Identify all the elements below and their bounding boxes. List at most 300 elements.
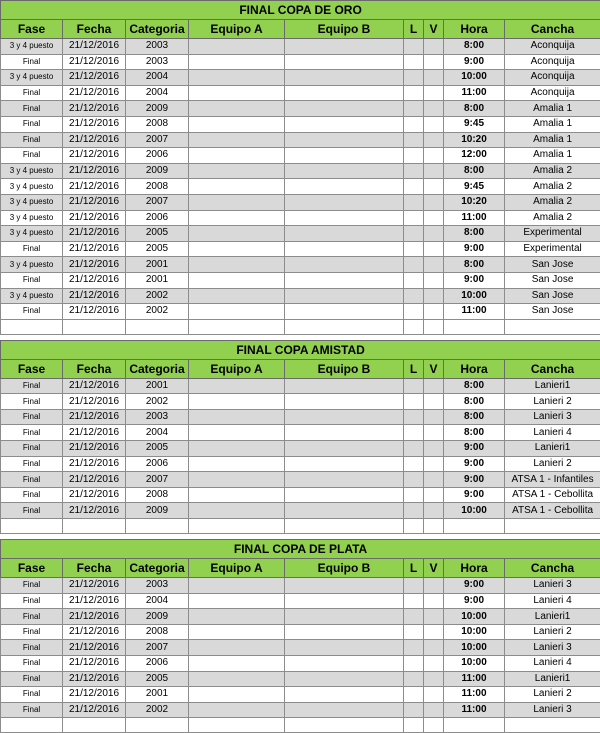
empty-cell[interactable] bbox=[1, 718, 63, 733]
fecha-cell[interactable]: 21/12/2016 bbox=[63, 85, 126, 101]
equipo-b-cell[interactable] bbox=[285, 226, 404, 242]
equipo-a-cell[interactable] bbox=[189, 132, 285, 148]
local-score-cell[interactable] bbox=[404, 194, 424, 210]
empty-cell[interactable] bbox=[505, 519, 600, 534]
hora-cell[interactable]: 9:00 bbox=[444, 272, 505, 288]
equipo-b-cell[interactable] bbox=[285, 101, 404, 117]
fase-cell[interactable]: Final bbox=[1, 54, 63, 70]
fecha-cell[interactable]: 21/12/2016 bbox=[63, 671, 126, 687]
categoria-cell[interactable]: 2006 bbox=[126, 456, 189, 472]
local-score-cell[interactable] bbox=[404, 456, 424, 472]
fase-cell[interactable]: 3 y 4 puesto bbox=[1, 288, 63, 304]
equipo-a-cell[interactable] bbox=[189, 163, 285, 179]
cancha-cell[interactable]: Aconquija bbox=[505, 85, 600, 101]
cancha-cell[interactable]: Lanieri1 bbox=[505, 609, 600, 625]
cancha-cell[interactable]: Lanieri 2 bbox=[505, 456, 600, 472]
local-score-cell[interactable] bbox=[404, 656, 424, 672]
equipo-b-cell[interactable] bbox=[285, 472, 404, 488]
local-score-cell[interactable] bbox=[404, 54, 424, 70]
equipo-a-cell[interactable] bbox=[189, 487, 285, 503]
local-score-cell[interactable] bbox=[404, 163, 424, 179]
categoria-cell[interactable]: 2003 bbox=[126, 54, 189, 70]
column-header[interactable]: Categoria bbox=[126, 559, 189, 578]
cancha-cell[interactable]: Lanieri 2 bbox=[505, 624, 600, 640]
categoria-cell[interactable]: 2002 bbox=[126, 702, 189, 718]
categoria-cell[interactable]: 2002 bbox=[126, 288, 189, 304]
hora-cell[interactable]: 10:00 bbox=[444, 656, 505, 672]
equipo-b-cell[interactable] bbox=[285, 609, 404, 625]
column-header[interactable]: V bbox=[424, 20, 444, 39]
visitor-score-cell[interactable] bbox=[424, 85, 444, 101]
fase-cell[interactable]: Final bbox=[1, 640, 63, 656]
cancha-cell[interactable]: Aconquija bbox=[505, 70, 600, 86]
equipo-a-cell[interactable] bbox=[189, 687, 285, 703]
column-header[interactable]: Fecha bbox=[63, 559, 126, 578]
categoria-cell[interactable]: 2005 bbox=[126, 441, 189, 457]
visitor-score-cell[interactable] bbox=[424, 503, 444, 519]
fecha-cell[interactable]: 21/12/2016 bbox=[63, 54, 126, 70]
local-score-cell[interactable] bbox=[404, 687, 424, 703]
equipo-b-cell[interactable] bbox=[285, 288, 404, 304]
fecha-cell[interactable]: 21/12/2016 bbox=[63, 179, 126, 195]
hora-cell[interactable]: 11:00 bbox=[444, 702, 505, 718]
local-score-cell[interactable] bbox=[404, 378, 424, 394]
section-title[interactable]: FINAL COPA AMISTAD bbox=[1, 340, 600, 359]
visitor-score-cell[interactable] bbox=[424, 394, 444, 410]
hora-cell[interactable]: 9:00 bbox=[444, 54, 505, 70]
categoria-cell[interactable]: 2008 bbox=[126, 116, 189, 132]
fase-cell[interactable]: Final bbox=[1, 441, 63, 457]
fase-cell[interactable]: Final bbox=[1, 394, 63, 410]
visitor-score-cell[interactable] bbox=[424, 656, 444, 672]
empty-cell[interactable] bbox=[189, 519, 285, 534]
visitor-score-cell[interactable] bbox=[424, 456, 444, 472]
equipo-a-cell[interactable] bbox=[189, 101, 285, 117]
fase-cell[interactable]: Final bbox=[1, 101, 63, 117]
equipo-b-cell[interactable] bbox=[285, 593, 404, 609]
visitor-score-cell[interactable] bbox=[424, 472, 444, 488]
cancha-cell[interactable]: Lanieri1 bbox=[505, 441, 600, 457]
categoria-cell[interactable]: 2001 bbox=[126, 257, 189, 273]
local-score-cell[interactable] bbox=[404, 578, 424, 594]
fecha-cell[interactable]: 21/12/2016 bbox=[63, 132, 126, 148]
categoria-cell[interactable]: 2005 bbox=[126, 226, 189, 242]
fase-cell[interactable]: 3 y 4 puesto bbox=[1, 163, 63, 179]
fase-cell[interactable]: Final bbox=[1, 487, 63, 503]
cancha-cell[interactable]: Amalia 1 bbox=[505, 101, 600, 117]
local-score-cell[interactable] bbox=[404, 85, 424, 101]
column-header[interactable]: Hora bbox=[444, 20, 505, 39]
local-score-cell[interactable] bbox=[404, 409, 424, 425]
visitor-score-cell[interactable] bbox=[424, 70, 444, 86]
cancha-cell[interactable]: Experimental bbox=[505, 226, 600, 242]
hora-cell[interactable]: 9:00 bbox=[444, 241, 505, 257]
column-header[interactable]: Cancha bbox=[505, 359, 600, 378]
equipo-b-cell[interactable] bbox=[285, 179, 404, 195]
fase-cell[interactable]: Final bbox=[1, 702, 63, 718]
hora-cell[interactable]: 8:00 bbox=[444, 409, 505, 425]
fase-cell[interactable]: 3 y 4 puesto bbox=[1, 194, 63, 210]
local-score-cell[interactable] bbox=[404, 132, 424, 148]
equipo-b-cell[interactable] bbox=[285, 687, 404, 703]
local-score-cell[interactable] bbox=[404, 441, 424, 457]
equipo-a-cell[interactable] bbox=[189, 656, 285, 672]
hora-cell[interactable]: 8:00 bbox=[444, 394, 505, 410]
categoria-cell[interactable]: 2003 bbox=[126, 39, 189, 55]
equipo-a-cell[interactable] bbox=[189, 378, 285, 394]
categoria-cell[interactable]: 2006 bbox=[126, 210, 189, 226]
local-score-cell[interactable] bbox=[404, 702, 424, 718]
visitor-score-cell[interactable] bbox=[424, 487, 444, 503]
hora-cell[interactable]: 11:00 bbox=[444, 304, 505, 320]
empty-cell[interactable] bbox=[444, 519, 505, 534]
cancha-cell[interactable]: Lanieri 4 bbox=[505, 425, 600, 441]
equipo-a-cell[interactable] bbox=[189, 179, 285, 195]
column-header[interactable]: Fecha bbox=[63, 20, 126, 39]
fecha-cell[interactable]: 21/12/2016 bbox=[63, 687, 126, 703]
column-header[interactable]: Categoria bbox=[126, 359, 189, 378]
cancha-cell[interactable]: Amalia 2 bbox=[505, 179, 600, 195]
hora-cell[interactable]: 8:00 bbox=[444, 101, 505, 117]
hora-cell[interactable]: 9:45 bbox=[444, 116, 505, 132]
column-header[interactable]: L bbox=[404, 20, 424, 39]
visitor-score-cell[interactable] bbox=[424, 624, 444, 640]
local-score-cell[interactable] bbox=[404, 624, 424, 640]
column-header[interactable]: V bbox=[424, 559, 444, 578]
cancha-cell[interactable]: Amalia 1 bbox=[505, 116, 600, 132]
equipo-a-cell[interactable] bbox=[189, 702, 285, 718]
fecha-cell[interactable]: 21/12/2016 bbox=[63, 116, 126, 132]
visitor-score-cell[interactable] bbox=[424, 378, 444, 394]
fase-cell[interactable]: 3 y 4 puesto bbox=[1, 179, 63, 195]
column-header[interactable]: Hora bbox=[444, 359, 505, 378]
empty-cell[interactable] bbox=[126, 319, 189, 334]
cancha-cell[interactable]: Lanieri1 bbox=[505, 671, 600, 687]
visitor-score-cell[interactable] bbox=[424, 441, 444, 457]
fecha-cell[interactable]: 21/12/2016 bbox=[63, 409, 126, 425]
fase-cell[interactable]: 3 y 4 puesto bbox=[1, 257, 63, 273]
hora-cell[interactable]: 10:00 bbox=[444, 609, 505, 625]
cancha-cell[interactable]: Experimental bbox=[505, 241, 600, 257]
equipo-a-cell[interactable] bbox=[189, 288, 285, 304]
hora-cell[interactable]: 10:00 bbox=[444, 70, 505, 86]
cancha-cell[interactable]: Lanieri 3 bbox=[505, 640, 600, 656]
categoria-cell[interactable]: 2005 bbox=[126, 241, 189, 257]
equipo-b-cell[interactable] bbox=[285, 640, 404, 656]
equipo-b-cell[interactable] bbox=[285, 39, 404, 55]
local-score-cell[interactable] bbox=[404, 487, 424, 503]
categoria-cell[interactable]: 2007 bbox=[126, 132, 189, 148]
visitor-score-cell[interactable] bbox=[424, 226, 444, 242]
fase-cell[interactable]: Final bbox=[1, 409, 63, 425]
equipo-a-cell[interactable] bbox=[189, 609, 285, 625]
categoria-cell[interactable]: 2007 bbox=[126, 472, 189, 488]
local-score-cell[interactable] bbox=[404, 101, 424, 117]
visitor-score-cell[interactable] bbox=[424, 304, 444, 320]
fecha-cell[interactable]: 21/12/2016 bbox=[63, 640, 126, 656]
hora-cell[interactable]: 10:00 bbox=[444, 640, 505, 656]
local-score-cell[interactable] bbox=[404, 272, 424, 288]
equipo-b-cell[interactable] bbox=[285, 702, 404, 718]
cancha-cell[interactable]: Lanieri 4 bbox=[505, 593, 600, 609]
categoria-cell[interactable]: 2008 bbox=[126, 179, 189, 195]
visitor-score-cell[interactable] bbox=[424, 671, 444, 687]
categoria-cell[interactable]: 2008 bbox=[126, 624, 189, 640]
categoria-cell[interactable]: 2005 bbox=[126, 671, 189, 687]
cancha-cell[interactable]: San Jose bbox=[505, 257, 600, 273]
hora-cell[interactable]: 11:00 bbox=[444, 85, 505, 101]
local-score-cell[interactable] bbox=[404, 671, 424, 687]
hora-cell[interactable]: 10:20 bbox=[444, 132, 505, 148]
column-header[interactable]: Equipo A bbox=[189, 20, 285, 39]
visitor-score-cell[interactable] bbox=[424, 101, 444, 117]
fecha-cell[interactable]: 21/12/2016 bbox=[63, 702, 126, 718]
visitor-score-cell[interactable] bbox=[424, 257, 444, 273]
local-score-cell[interactable] bbox=[404, 472, 424, 488]
fase-cell[interactable]: 3 y 4 puesto bbox=[1, 210, 63, 226]
local-score-cell[interactable] bbox=[404, 148, 424, 164]
column-header[interactable]: Equipo B bbox=[285, 359, 404, 378]
fecha-cell[interactable]: 21/12/2016 bbox=[63, 101, 126, 117]
visitor-score-cell[interactable] bbox=[424, 609, 444, 625]
equipo-b-cell[interactable] bbox=[285, 241, 404, 257]
column-header[interactable]: Fecha bbox=[63, 359, 126, 378]
cancha-cell[interactable]: ATSA 1 - Infantiles bbox=[505, 472, 600, 488]
cancha-cell[interactable]: Lanieri 3 bbox=[505, 409, 600, 425]
categoria-cell[interactable]: 2004 bbox=[126, 70, 189, 86]
equipo-a-cell[interactable] bbox=[189, 39, 285, 55]
visitor-score-cell[interactable] bbox=[424, 148, 444, 164]
fecha-cell[interactable]: 21/12/2016 bbox=[63, 148, 126, 164]
empty-cell[interactable] bbox=[63, 519, 126, 534]
equipo-a-cell[interactable] bbox=[189, 210, 285, 226]
categoria-cell[interactable]: 2001 bbox=[126, 687, 189, 703]
categoria-cell[interactable]: 2007 bbox=[126, 640, 189, 656]
cancha-cell[interactable]: Lanieri 2 bbox=[505, 394, 600, 410]
equipo-a-cell[interactable] bbox=[189, 624, 285, 640]
local-score-cell[interactable] bbox=[404, 70, 424, 86]
fecha-cell[interactable]: 21/12/2016 bbox=[63, 39, 126, 55]
visitor-score-cell[interactable] bbox=[424, 179, 444, 195]
fase-cell[interactable]: Final bbox=[1, 578, 63, 594]
fase-cell[interactable]: Final bbox=[1, 378, 63, 394]
fase-cell[interactable]: Final bbox=[1, 687, 63, 703]
equipo-b-cell[interactable] bbox=[285, 656, 404, 672]
local-score-cell[interactable] bbox=[404, 593, 424, 609]
cancha-cell[interactable]: ATSA 1 - Cebollita bbox=[505, 503, 600, 519]
fase-cell[interactable]: Final bbox=[1, 116, 63, 132]
equipo-b-cell[interactable] bbox=[285, 487, 404, 503]
empty-cell[interactable] bbox=[404, 718, 424, 733]
equipo-a-cell[interactable] bbox=[189, 441, 285, 457]
empty-cell[interactable] bbox=[189, 319, 285, 334]
hora-cell[interactable]: 8:00 bbox=[444, 257, 505, 273]
column-header[interactable]: Hora bbox=[444, 559, 505, 578]
hora-cell[interactable]: 11:00 bbox=[444, 210, 505, 226]
visitor-score-cell[interactable] bbox=[424, 272, 444, 288]
fecha-cell[interactable]: 21/12/2016 bbox=[63, 456, 126, 472]
local-score-cell[interactable] bbox=[404, 304, 424, 320]
fecha-cell[interactable]: 21/12/2016 bbox=[63, 210, 126, 226]
equipo-a-cell[interactable] bbox=[189, 593, 285, 609]
equipo-a-cell[interactable] bbox=[189, 70, 285, 86]
cancha-cell[interactable]: Lanieri 4 bbox=[505, 656, 600, 672]
hora-cell[interactable]: 9:00 bbox=[444, 487, 505, 503]
cancha-cell[interactable]: Lanieri 2 bbox=[505, 687, 600, 703]
categoria-cell[interactable]: 2002 bbox=[126, 394, 189, 410]
equipo-a-cell[interactable] bbox=[189, 503, 285, 519]
equipo-b-cell[interactable] bbox=[285, 116, 404, 132]
empty-cell[interactable] bbox=[505, 718, 600, 733]
empty-cell[interactable] bbox=[126, 718, 189, 733]
column-header[interactable]: Equipo B bbox=[285, 20, 404, 39]
visitor-score-cell[interactable] bbox=[424, 409, 444, 425]
column-header[interactable]: Equipo B bbox=[285, 559, 404, 578]
equipo-a-cell[interactable] bbox=[189, 578, 285, 594]
fase-cell[interactable]: Final bbox=[1, 132, 63, 148]
equipo-a-cell[interactable] bbox=[189, 272, 285, 288]
empty-cell[interactable] bbox=[424, 718, 444, 733]
equipo-b-cell[interactable] bbox=[285, 272, 404, 288]
cancha-cell[interactable]: Amalia 1 bbox=[505, 148, 600, 164]
fase-cell[interactable]: Final bbox=[1, 425, 63, 441]
categoria-cell[interactable]: 2004 bbox=[126, 85, 189, 101]
visitor-score-cell[interactable] bbox=[424, 578, 444, 594]
fecha-cell[interactable]: 21/12/2016 bbox=[63, 304, 126, 320]
empty-cell[interactable] bbox=[285, 519, 404, 534]
cancha-cell[interactable]: Amalia 1 bbox=[505, 132, 600, 148]
local-score-cell[interactable] bbox=[404, 39, 424, 55]
column-header[interactable]: Fase bbox=[1, 359, 63, 378]
categoria-cell[interactable]: 2009 bbox=[126, 609, 189, 625]
cancha-cell[interactable]: Aconquija bbox=[505, 54, 600, 70]
cancha-cell[interactable]: Lanieri1 bbox=[505, 378, 600, 394]
visitor-score-cell[interactable] bbox=[424, 288, 444, 304]
fecha-cell[interactable]: 21/12/2016 bbox=[63, 70, 126, 86]
visitor-score-cell[interactable] bbox=[424, 39, 444, 55]
local-score-cell[interactable] bbox=[404, 288, 424, 304]
column-header[interactable]: L bbox=[404, 359, 424, 378]
column-header[interactable]: Equipo A bbox=[189, 559, 285, 578]
categoria-cell[interactable]: 2009 bbox=[126, 163, 189, 179]
hora-cell[interactable]: 8:00 bbox=[444, 226, 505, 242]
cancha-cell[interactable]: Amalia 2 bbox=[505, 210, 600, 226]
fecha-cell[interactable]: 21/12/2016 bbox=[63, 194, 126, 210]
fase-cell[interactable]: Final bbox=[1, 148, 63, 164]
empty-cell[interactable] bbox=[1, 319, 63, 334]
visitor-score-cell[interactable] bbox=[424, 54, 444, 70]
empty-cell[interactable] bbox=[444, 319, 505, 334]
empty-cell[interactable] bbox=[1, 519, 63, 534]
empty-cell[interactable] bbox=[404, 319, 424, 334]
fase-cell[interactable]: Final bbox=[1, 624, 63, 640]
fase-cell[interactable]: Final bbox=[1, 241, 63, 257]
empty-cell[interactable] bbox=[189, 718, 285, 733]
equipo-b-cell[interactable] bbox=[285, 257, 404, 273]
cancha-cell[interactable]: Aconquija bbox=[505, 39, 600, 55]
visitor-score-cell[interactable] bbox=[424, 425, 444, 441]
equipo-a-cell[interactable] bbox=[189, 425, 285, 441]
hora-cell[interactable]: 9:00 bbox=[444, 472, 505, 488]
categoria-cell[interactable]: 2006 bbox=[126, 148, 189, 164]
equipo-b-cell[interactable] bbox=[285, 378, 404, 394]
column-header[interactable]: V bbox=[424, 359, 444, 378]
categoria-cell[interactable]: 2003 bbox=[126, 578, 189, 594]
hora-cell[interactable]: 12:00 bbox=[444, 148, 505, 164]
empty-cell[interactable] bbox=[424, 519, 444, 534]
fecha-cell[interactable]: 21/12/2016 bbox=[63, 503, 126, 519]
equipo-a-cell[interactable] bbox=[189, 456, 285, 472]
cancha-cell[interactable]: Lanieri 3 bbox=[505, 578, 600, 594]
fecha-cell[interactable]: 21/12/2016 bbox=[63, 656, 126, 672]
categoria-cell[interactable]: 2001 bbox=[126, 272, 189, 288]
categoria-cell[interactable]: 2004 bbox=[126, 593, 189, 609]
hora-cell[interactable]: 9:00 bbox=[444, 593, 505, 609]
empty-cell[interactable] bbox=[404, 519, 424, 534]
visitor-score-cell[interactable] bbox=[424, 241, 444, 257]
equipo-b-cell[interactable] bbox=[285, 578, 404, 594]
equipo-b-cell[interactable] bbox=[285, 456, 404, 472]
fecha-cell[interactable]: 21/12/2016 bbox=[63, 394, 126, 410]
visitor-score-cell[interactable] bbox=[424, 116, 444, 132]
hora-cell[interactable]: 8:00 bbox=[444, 425, 505, 441]
visitor-score-cell[interactable] bbox=[424, 687, 444, 703]
cancha-cell[interactable]: Amalia 2 bbox=[505, 163, 600, 179]
equipo-b-cell[interactable] bbox=[285, 194, 404, 210]
equipo-b-cell[interactable] bbox=[285, 70, 404, 86]
visitor-score-cell[interactable] bbox=[424, 194, 444, 210]
column-header[interactable]: Fase bbox=[1, 20, 63, 39]
cancha-cell[interactable]: Lanieri 3 bbox=[505, 702, 600, 718]
fecha-cell[interactable]: 21/12/2016 bbox=[63, 257, 126, 273]
local-score-cell[interactable] bbox=[404, 609, 424, 625]
equipo-b-cell[interactable] bbox=[285, 394, 404, 410]
local-score-cell[interactable] bbox=[404, 640, 424, 656]
local-score-cell[interactable] bbox=[404, 503, 424, 519]
equipo-a-cell[interactable] bbox=[189, 85, 285, 101]
fecha-cell[interactable]: 21/12/2016 bbox=[63, 163, 126, 179]
hora-cell[interactable]: 9:00 bbox=[444, 578, 505, 594]
categoria-cell[interactable]: 2009 bbox=[126, 101, 189, 117]
equipo-a-cell[interactable] bbox=[189, 257, 285, 273]
column-header[interactable]: Categoria bbox=[126, 20, 189, 39]
section-title[interactable]: FINAL COPA DE PLATA bbox=[1, 540, 600, 559]
equipo-b-cell[interactable] bbox=[285, 85, 404, 101]
categoria-cell[interactable]: 2001 bbox=[126, 378, 189, 394]
hora-cell[interactable]: 8:00 bbox=[444, 163, 505, 179]
local-score-cell[interactable] bbox=[404, 179, 424, 195]
column-header[interactable]: Cancha bbox=[505, 20, 600, 39]
hora-cell[interactable]: 11:00 bbox=[444, 687, 505, 703]
categoria-cell[interactable]: 2008 bbox=[126, 487, 189, 503]
fase-cell[interactable]: Final bbox=[1, 609, 63, 625]
fase-cell[interactable]: Final bbox=[1, 85, 63, 101]
equipo-a-cell[interactable] bbox=[189, 226, 285, 242]
hora-cell[interactable]: 9:00 bbox=[444, 456, 505, 472]
cancha-cell[interactable]: ATSA 1 - Cebollita bbox=[505, 487, 600, 503]
fecha-cell[interactable]: 21/12/2016 bbox=[63, 624, 126, 640]
visitor-score-cell[interactable] bbox=[424, 210, 444, 226]
local-score-cell[interactable] bbox=[404, 241, 424, 257]
fecha-cell[interactable]: 21/12/2016 bbox=[63, 441, 126, 457]
equipo-a-cell[interactable] bbox=[189, 394, 285, 410]
fecha-cell[interactable]: 21/12/2016 bbox=[63, 593, 126, 609]
empty-cell[interactable] bbox=[285, 718, 404, 733]
categoria-cell[interactable]: 2002 bbox=[126, 304, 189, 320]
equipo-a-cell[interactable] bbox=[189, 472, 285, 488]
fase-cell[interactable]: Final bbox=[1, 272, 63, 288]
equipo-b-cell[interactable] bbox=[285, 54, 404, 70]
